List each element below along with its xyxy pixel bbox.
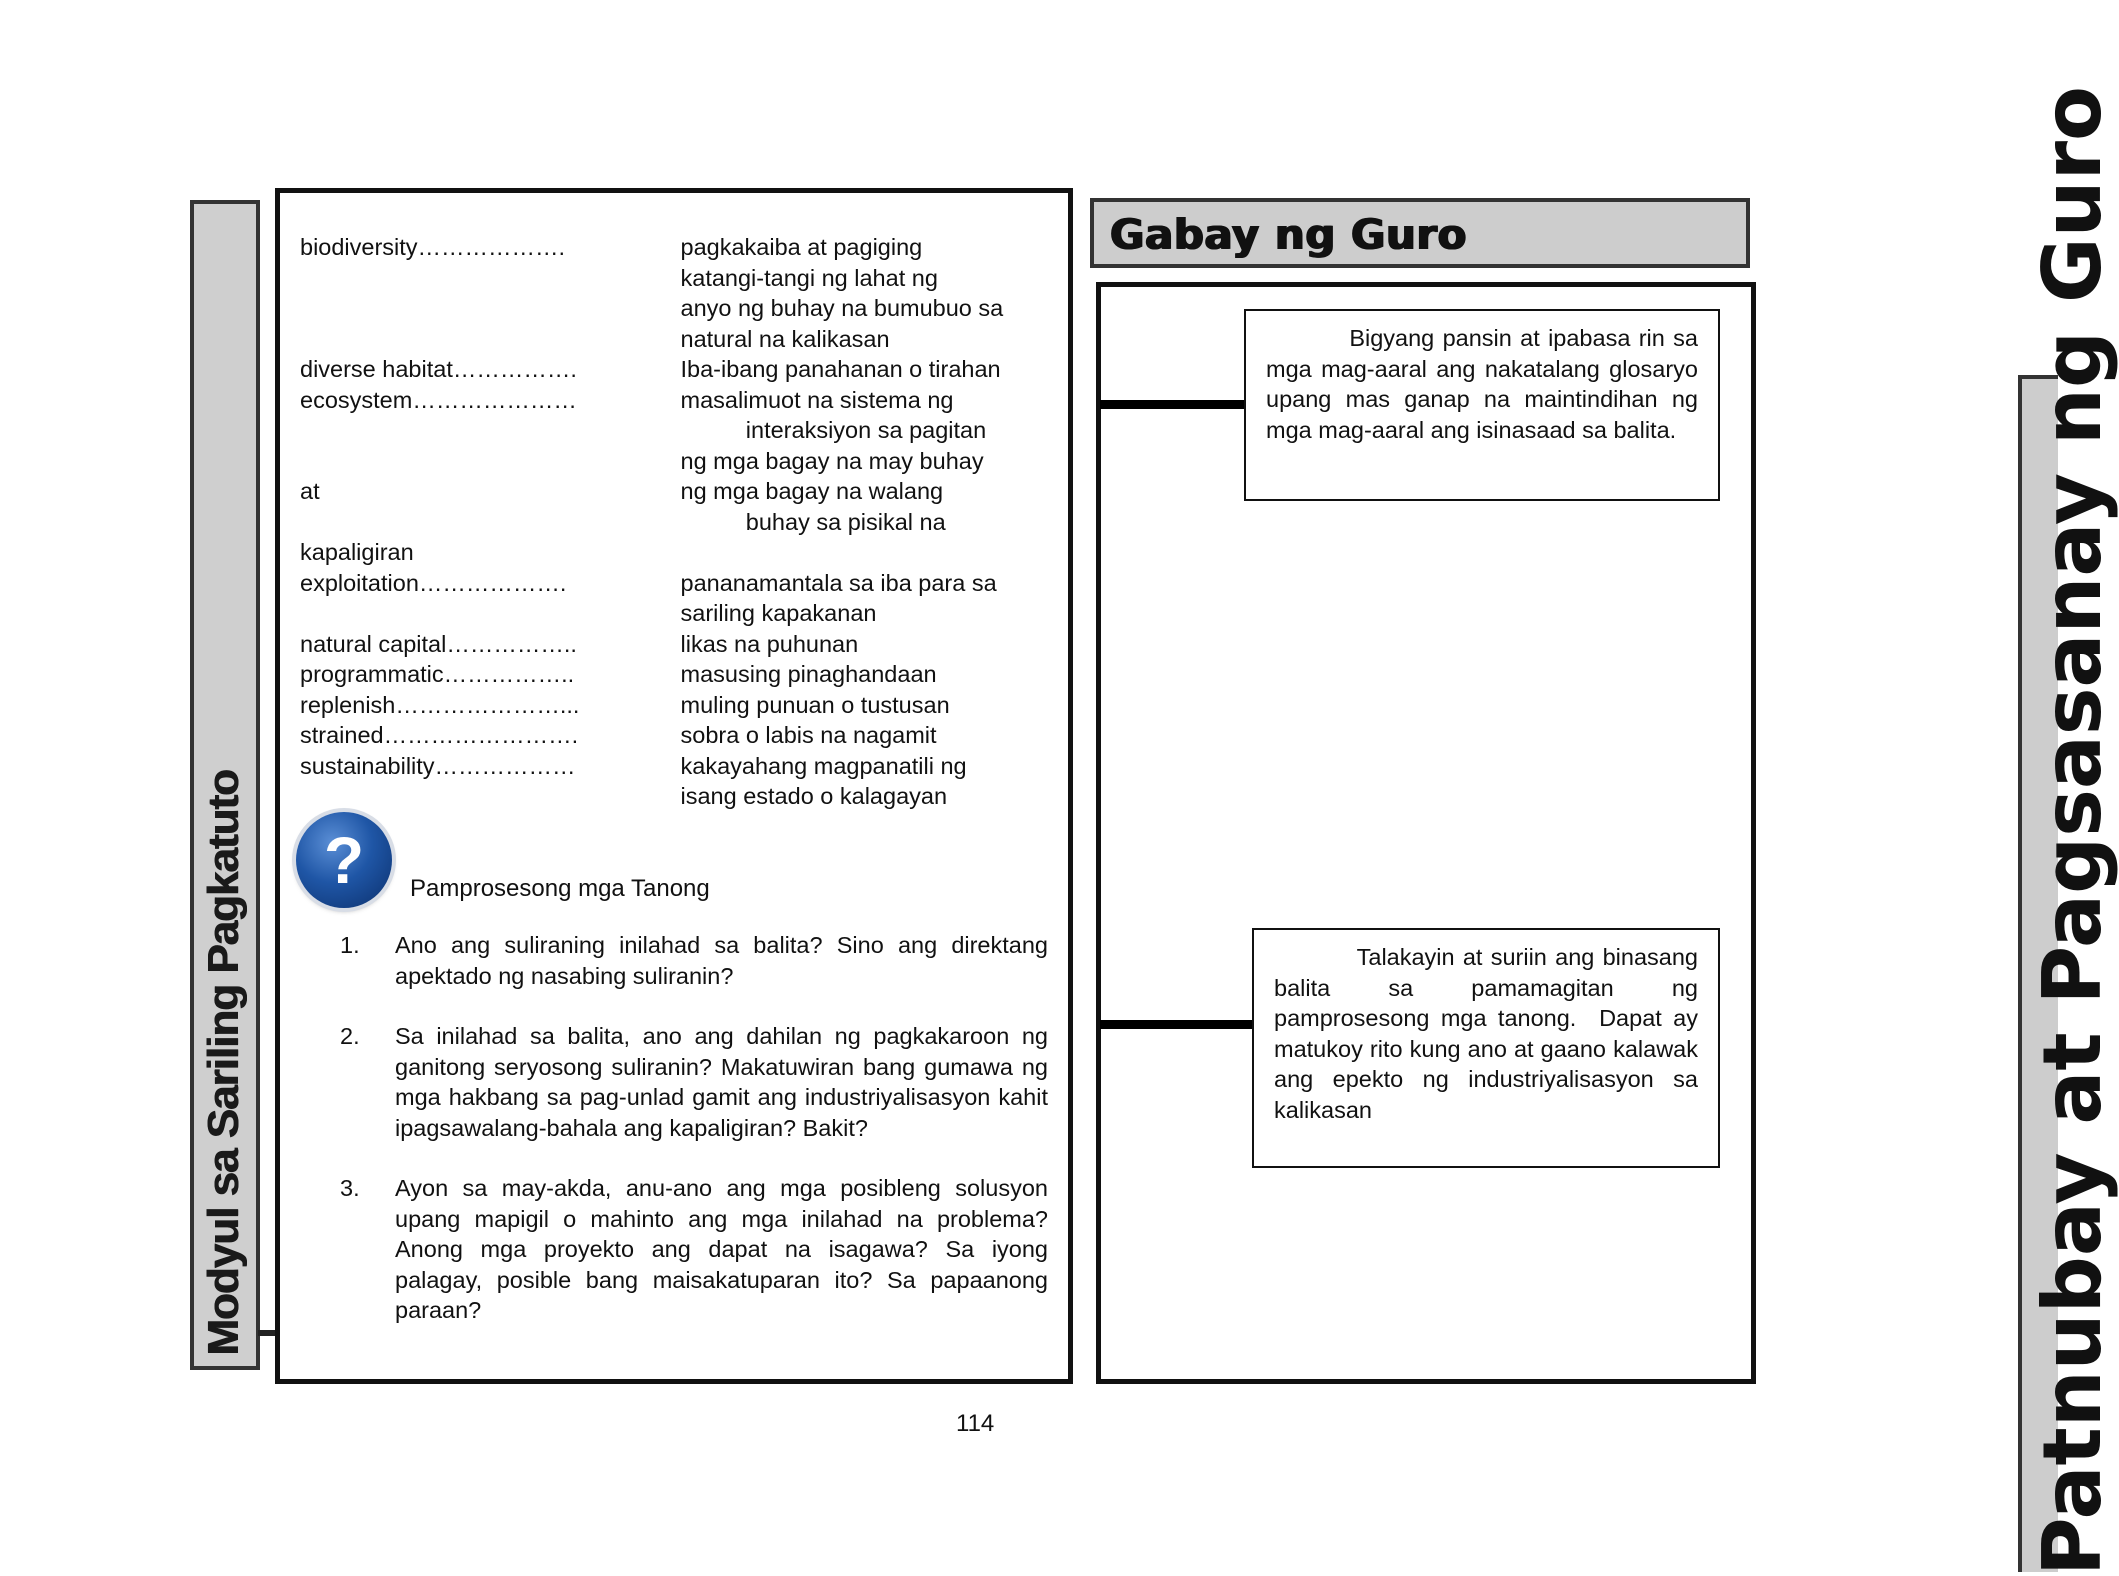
glossary-row: [300, 568, 1060, 599]
glossary-term: [300, 446, 681, 477]
glossary-row: [300, 354, 1060, 385]
question-text: Ano ang suliraning inilahad sa balita? Sino ang direktang apektado ng nasabing suliranin?: [395, 932, 1048, 989]
glossary-definition: ng mga bagay na walang: [680, 478, 944, 504]
glossary-term: [300, 324, 681, 355]
glossary-term: [300, 415, 681, 446]
module-side-title: Modyul sa Sariling Pagkatuto: [199, 770, 248, 1356]
glossary-row: [300, 324, 1060, 355]
glossary-row: [300, 385, 1060, 416]
questions-heading: Pamprosesong mga Tanong: [410, 875, 710, 902]
glossary-term: [300, 263, 681, 294]
edge-banner-text: Patnubay at Pagsasanay ng Guro: [2026, 86, 2119, 1576]
question-text: Ayon sa may-akda, anu-ano ang mga posibleng solusyon upang mapigil o mahinto ang mga inilahad na problema? Anong mga proyekto ang dapat na isagawa? Sa iyong palagay, posible bang maisakatuparan ito? Sa papaanong paraan?: [395, 1175, 1048, 1323]
question-item: [340, 1173, 1048, 1326]
glossary-definition: katangi-tangi ng lahat ng: [680, 264, 938, 291]
note-connector-2: [1100, 1020, 1254, 1029]
module-side-tab: [190, 200, 260, 1370]
questions-list: [340, 930, 1048, 1356]
glossary-row: [300, 781, 1060, 812]
glossary-definition: masusing pinaghandaan: [680, 661, 937, 687]
glossary-term: sustainability………………: [300, 752, 576, 779]
question-mark-icon: ?: [296, 812, 392, 908]
glossary-row: [300, 293, 1060, 324]
question-number: 1.: [340, 932, 360, 958]
glossary-definition: likas na puhunan: [680, 630, 859, 657]
glossary-term: diverse habitat…………….: [300, 356, 577, 382]
page-number: 114: [956, 1410, 995, 1437]
glossary-row: [300, 507, 1060, 538]
glossary-term: biodiversity……………….: [300, 234, 566, 260]
glossary-term: natural capital……………..: [300, 630, 577, 657]
glossary-term: replenish…………………...: [300, 691, 580, 718]
glossary-term: exploitation……………….: [300, 569, 567, 596]
glossary-definition: Iba-ibang panahanan o tirahan: [680, 356, 1001, 382]
glossary-definition: sobra o labis na nagamit: [680, 722, 937, 748]
guide-note-2-text: Talakayin at suriin ang binasang balita sa pamamagitan ng pamprosesong mga tanong. Dapat ay matukoy rito kung ano at gaano kalawak ang epekto ng industriyalisasyon sa kalikasan: [1274, 944, 1705, 1123]
question-number: 2.: [340, 1023, 360, 1049]
glossary-definition: ng mga bagay na may buhay: [680, 447, 984, 474]
glossary-row: [300, 263, 1060, 294]
guide-header: [1090, 198, 1750, 268]
note-connector-1: [1100, 400, 1246, 409]
guide-note-glossary: [1244, 309, 1720, 501]
glossary-definition: anyo ng buhay na bumubuo sa: [680, 295, 1004, 321]
glossary-row: [300, 446, 1060, 477]
glossary-term: kapaligiran: [300, 539, 414, 565]
glossary-term: [300, 293, 681, 324]
question-item: [340, 930, 1048, 991]
question-item: [340, 1021, 1048, 1143]
glossary-term: [300, 781, 681, 812]
question-text: Sa inilahad sa balita, ano ang dahilan ng pagkakaroon ng ganitong seryosong suliranin? Makatuwiran bang gumawa ng mga hakbang sa pag-unlad gamit ang industriyalisasyon kahit ipagsawalang-bahala ang kapaligiran? Bakit?: [395, 1023, 1048, 1141]
glossary-definition: buhay sa pisikal na: [680, 508, 946, 535]
glossary-definition: natural na kalikasan: [680, 325, 890, 352]
glossary-definition: masalimuot na sistema ng: [680, 386, 954, 413]
glossary-term: strained…………………….: [300, 722, 579, 748]
glossary-row: [300, 232, 1060, 263]
glossary-definition: kakayahang magpanatili ng: [680, 752, 967, 779]
question-number: 3.: [340, 1175, 360, 1201]
glossary-definition: interaksiyon sa pagitan: [680, 417, 987, 443]
glossary-row: [300, 659, 1060, 690]
glossary-term: [300, 598, 681, 629]
glossary-row: [300, 720, 1060, 751]
glossary-term: ecosystem…………………: [300, 386, 577, 413]
glossary-definition: muling punuan o tustusan: [680, 691, 950, 718]
edge-banner: [2018, 86, 2119, 1576]
glossary-term: [300, 507, 681, 538]
glossary-row: [300, 598, 1060, 629]
glossary-term: programmatic……………..: [300, 661, 575, 687]
glossary-definition: sariling kapakanan: [680, 600, 877, 626]
glossary-definition: pananamantala sa iba para sa: [680, 569, 997, 596]
glossary-row: [300, 537, 1060, 568]
glossary-definition: isang estado o kalagayan: [680, 783, 948, 809]
guide-note-1-text: Bigyang pansin at ipabasa rin sa mga mag-aaral ang nakatalang glosaryo upang mas ganap na maintindihan ng mga mag-aaral ang isinasaad sa balita.: [1266, 325, 1705, 443]
guide-title: Gabay ng Guro: [1110, 210, 1467, 259]
glossary-row: [300, 629, 1060, 660]
glossary-row: [300, 476, 1060, 507]
glossary: [300, 232, 1060, 812]
glossary-row: [300, 751, 1060, 782]
glossary-definition: [681, 537, 1061, 568]
glossary-term: at: [300, 478, 320, 504]
glossary-row: [300, 415, 1060, 446]
glossary-row: [300, 690, 1060, 721]
guide-note-questions: [1252, 928, 1720, 1168]
glossary-definition: pagkakaiba at pagiging: [680, 234, 923, 260]
